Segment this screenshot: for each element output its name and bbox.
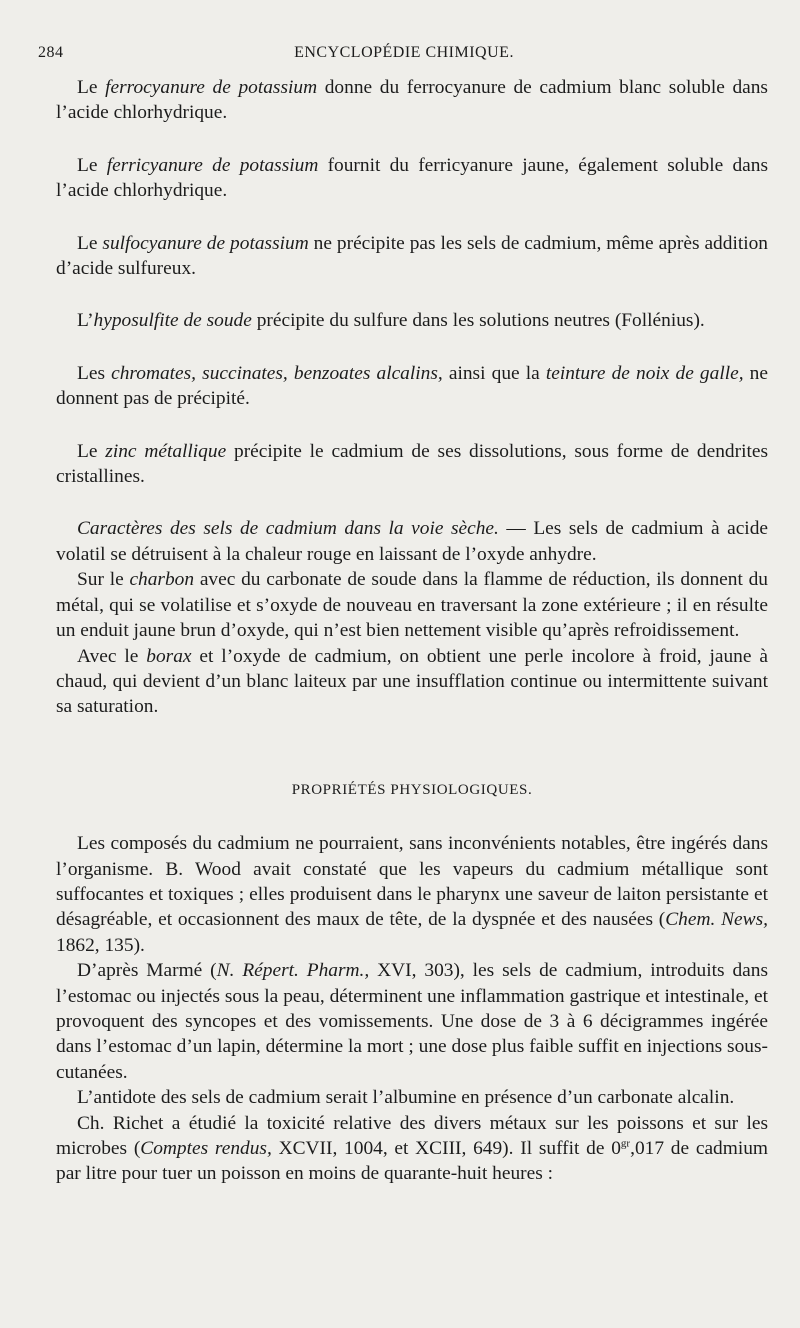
- paragraph-charbon: [56, 567, 768, 643]
- italic-term: charbon: [129, 569, 195, 591]
- text-run: Les: [77, 362, 112, 384]
- text-run: fournit du ferricyanure jaune, également soluble dans l’acide chlorhydrique.: [56, 154, 768, 202]
- text-run: Le: [77, 154, 107, 176]
- italic-term: zinc métallique: [105, 440, 227, 462]
- paragraph-ferricyanure: [56, 153, 768, 204]
- paragraph-hyposulfite: [56, 308, 768, 333]
- text-run: XCVII, 1004, et XCIII, 649). Il suffit de 0: [271, 1138, 621, 1159]
- superscript-unit: gr: [620, 1137, 631, 1150]
- paragraph-voie-seche: [56, 516, 768, 567]
- text-run: Avec le: [77, 645, 147, 667]
- italic-citation: N. Répert. Pharm.,: [216, 960, 370, 982]
- text-run: Les composés du cadmium ne pourraient, sans inconvénients notables, être ingérés dans l’organisme. B. Wood avait constaté que les vapeurs du cadmium métallique sont suffocantes et toxiques ; elles produisent dans le pharynx une saveur de laiton persistante et désagréable, et occasionnent des maux de tête, de la dyspnée et des nausées (: [56, 833, 768, 931]
- text-run: précipite le cadmium de ses dissolutions, sous forme de dendrites cristallines.: [56, 440, 768, 488]
- text-run: D’après Marmé (: [77, 960, 217, 982]
- italic-term: ferricyanure de potassium: [106, 154, 319, 176]
- page-number: 284: [38, 44, 64, 61]
- paragraph-borax: [56, 644, 768, 720]
- text-run: Sur le: [77, 569, 130, 591]
- section-title: PROPRIÉTÉS PHYSIOLOGIQUES.: [291, 781, 533, 798]
- italic-citation: Comptes rendus,: [140, 1138, 272, 1159]
- page-body: [56, 75, 768, 1187]
- text-run: avec du carbonate de soude dans la flamme de réduction, ils donnent du métal, qui se volatilise et s’oxyde de nouveau en traversant la zone extérieure ; il en résulte un enduit jaune brun d’oxyde, qui n’est bien nettement visible qu’après refroidissement.: [56, 569, 768, 642]
- italic-term: sulfocyanure de potassium: [102, 232, 309, 254]
- text-run: Le: [77, 232, 103, 254]
- text-run: Ch. Richet a étudié la toxicité relative des divers métaux sur les poissons et sur les microbes (: [56, 1112, 768, 1159]
- text-run: donne du ferrocyanure de cadmium blanc soluble dans l’acide chlorhydrique.: [56, 77, 768, 124]
- text-run: XVI, 303), les sels de cadmium, introduits dans l’estomac ou injectés sous la peau, déterminent une inflammation gastrique et intestinale, et provoquent des syncopes et des vomissements. Une dose de 3 à 6 décigrammes ingérée dans l’estomac d’un lapin, détermine la mort ; une dose plus faible suffit en injections sous-cutanées.: [56, 960, 768, 1083]
- text-run: ainsi que la: [442, 362, 546, 384]
- italic-heading: Caractères des sels de cadmium dans la voie sèche.: [77, 518, 499, 540]
- italic-term: borax: [146, 645, 192, 667]
- italic-term: hyposulfite de soude: [93, 310, 252, 332]
- page-header: [38, 44, 770, 68]
- paragraph-composes: [56, 831, 768, 958]
- italic-term: ferrocyanure de potassium: [105, 77, 318, 98]
- text-run: précipite du sulfure dans les solutions neutres (Follénius).: [251, 310, 705, 332]
- text-run: L’: [77, 310, 94, 332]
- italic-term: chromates, succinates, benzoates alcalins,: [111, 362, 443, 384]
- text-run: Le: [77, 77, 106, 98]
- text-run: ne donnent pas de précipité.: [56, 362, 768, 410]
- text-run: ne précipite pas les sels de cadmium, même après addition d’acide sulfureux.: [56, 232, 768, 280]
- text-run: Le: [77, 440, 106, 462]
- italic-citation: Chem. News,: [665, 909, 768, 931]
- paragraph-chromates: [56, 361, 768, 412]
- text-run: et l’oxyde de cadmium, on obtient une perle incolore à froid, jaune à chaud, qui devient d’un blanc laiteux par une insufflation continue ou intermittente suivant sa saturation.: [56, 645, 768, 718]
- italic-term: teinture de noix de galle,: [545, 362, 744, 384]
- paragraph-ferrocyanure: [56, 75, 768, 126]
- text-run: L’antidote des sels de cadmium serait l’albumine en présence d’un carbonate alcalin.: [77, 1087, 735, 1109]
- paragraph-antidote: [56, 1085, 768, 1110]
- text-run: 1862, 135).: [56, 934, 145, 956]
- paragraph-marme: [56, 958, 768, 1085]
- text-run: ,017 de cadmium par litre pour tuer un poisson en moins de quarante-huit heures :: [56, 1138, 768, 1185]
- running-title: ENCYCLOPÉDIE CHIMIQUE.: [294, 44, 514, 61]
- paragraph-zinc: [56, 439, 768, 490]
- paragraph-richet: [56, 1111, 768, 1187]
- text-run: — Les sels de cadmium à acide volatil se détruisent à la chaleur rouge en laissant de l’oxyde anhydre.: [56, 518, 768, 565]
- paragraph-sulfocyanure: [56, 231, 768, 282]
